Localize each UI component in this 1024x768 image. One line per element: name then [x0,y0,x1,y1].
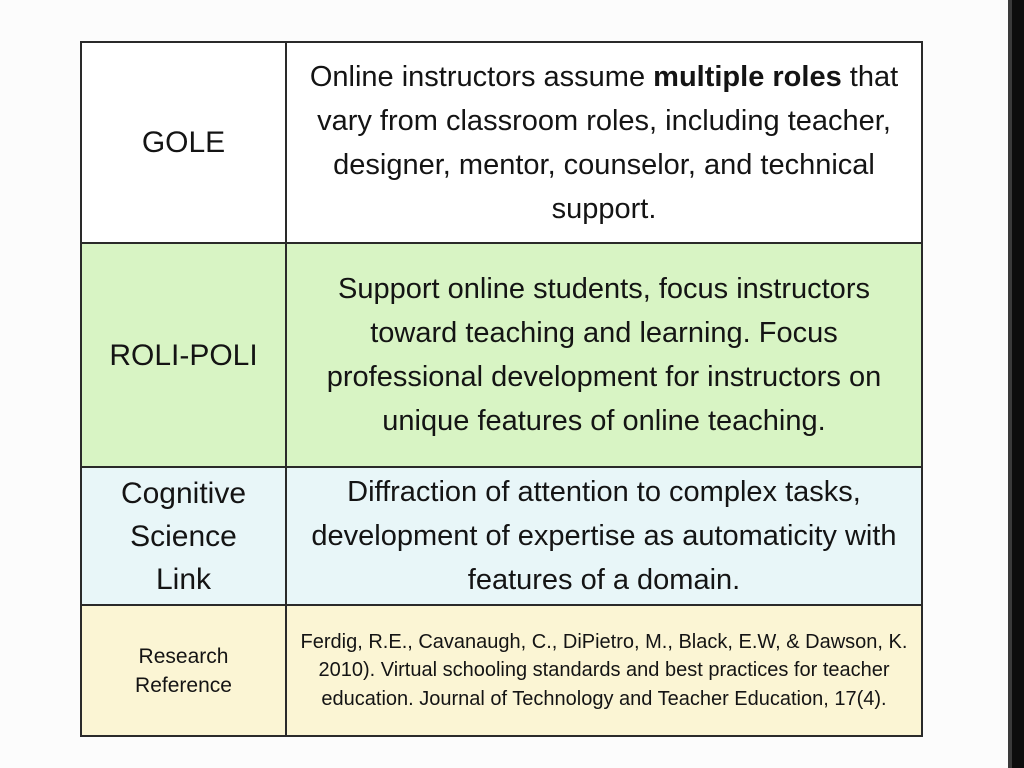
description-text-end: that vary from classroom roles, including teacher, designer, mentor, counselor, and technical support. [317,60,899,225]
label-line: Science [130,519,237,553]
description-text: Support online students, focus instructors toward teaching and learning. Focus professional development for instructors on unique features of online teaching. [326,273,882,437]
description-text: Diffraction of attention to complex tasks, development of expertise as automaticity with features of a domain. [311,476,897,596]
row-label-text: ROLI-POLI [109,338,258,372]
label-line: Reference [135,673,232,697]
table-row-research-reference [81,605,922,736]
row-label-text: GOLE [141,126,226,159]
row-label-gole [81,42,286,243]
description-text-start: Online instructors assume [309,60,654,93]
label-line: Cognitive [120,476,247,510]
label-line: Link [155,562,212,596]
description-emphasis: multiple roles [653,60,842,93]
label-line: Research [138,644,229,668]
row-description-cognitive-science [286,467,922,605]
table-row-cognitive-science [81,467,922,605]
row-description-roli-poli [286,243,922,467]
row-label-roli-poli [81,243,286,467]
table-row-gole [81,42,922,243]
row-label-cognitive-science [81,467,286,605]
row-label-research-reference [81,605,286,736]
table-row-roli-poli [81,243,922,467]
row-description-research-reference [286,605,922,736]
citation-text: Ferdig, R.E., Cavanaugh, C., DiPietro, M., Black, E.W, & Dawson, K. 2010). Virtual schooling standards and best practices for teacher education. Journal of Technology and Teacher Education, 17(4). [300,630,908,710]
screen-border [1012,0,1024,768]
roles-table [80,41,923,737]
row-description-gole [286,42,922,243]
